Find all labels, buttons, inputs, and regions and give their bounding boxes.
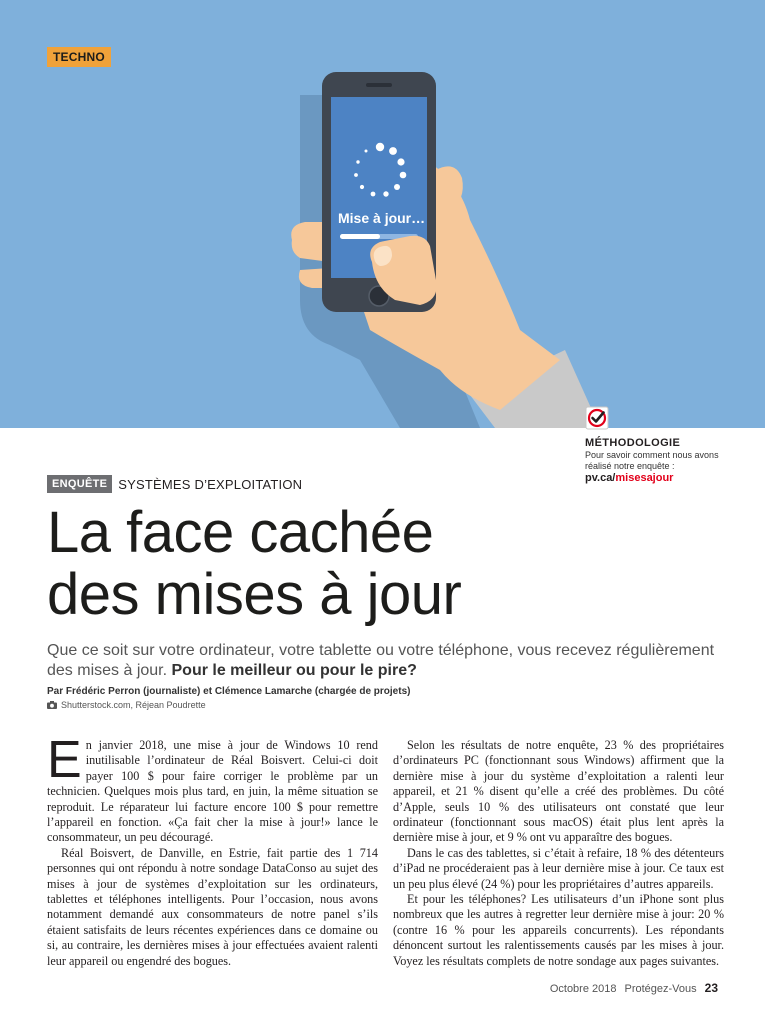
methodology-link[interactable]: [585, 472, 673, 484]
kicker-section: SYSTÈMES D’EXPLOITATION: [118, 476, 303, 492]
body-paragraph: Dans le cas des tablettes, si c’était à refaire, 18 % des détenteurs d’iPad ne procéderaient pas à leur dernière mise à jour. Ce taux est un peu plus élevé (24 %) pour les propriétaires d’autres appareils.: [393, 845, 724, 891]
byline: Par Frédéric Perron (journaliste) et Clémence Lamarche (chargée de projets): [47, 686, 411, 697]
dek: [47, 641, 727, 681]
headline-line-2: des mises à jour: [47, 562, 462, 627]
body-paragraph: Selon les résultats de notre enquête, 23 % des propriétaires d’ordinateurs PC (fonctionnant sous Windows) affirment que la dernière mise à jour du système d’exploitation a ralenti leur appareil, et 21 % disent qu’elle a créé des problèmes. Du côté d’Apple, seuls 10 % des utilisateurs ont constaté que leur ordinateur (fonctionnant sous macOS) était plus lent après la dernière mise à jour, et 9 % ont vu apparaître des bogues.: [393, 738, 724, 845]
methodology-link-path[interactable]: misesajour: [615, 472, 674, 484]
methodology-title: MÉTHODOLOGIE: [585, 437, 681, 449]
headline-line-1: La face cachée: [47, 500, 434, 565]
phone-screen-text: Mise à jour…: [338, 210, 426, 226]
dek-text: Que ce soit sur votre ordinateur, votre tablette ou votre téléphone, vous recevez régulièrement des mises à jour.: [47, 642, 715, 679]
methodology-description: Pour savoir comment nous avons réalisé notre enquête :: [585, 450, 719, 471]
page-number: 23: [704, 981, 718, 995]
headline: [47, 502, 737, 626]
hero-illustration: [0, 0, 765, 428]
body-paragraph-text: n janvier 2018, une mise à jour de Windows 10 rend inutilisable l’ordinateur de Réal Boisvert. Celui-ci doit payer 100 $ pour faire corriger le problème par un technicien. Quelques mois plus tard, en juin, la même situation se reproduit. Le réparateur lui facture encore 100 $ pour remettre l’appareil en fonction. «Ça fait cher la mise à jour!» lance le consommateur, un peu découragé.: [47, 738, 378, 845]
footer-magazine: Protégez-Vous: [624, 983, 697, 995]
page-footer: [550, 981, 718, 995]
footer-date: Octobre 2018: [549, 983, 617, 995]
kicker: [47, 475, 302, 493]
camera-icon: [47, 701, 57, 709]
body-paragraph: Réal Boisvert, de Danville, en Estrie, fait partie des 1 714 personnes qui ont répondu à notre sondage DataConso au sujet des mises à jour de systèmes d’exploitation sur les ordinateurs, tablettes et téléphones intelligents. Pour l’occasion, nous avons notamment demandé aux consommateurs de notre panel s’ils étaient satisfaits de leurs récentes expériences dans ce domaine ou si, au contraire, les dernières mises à jour effectuées avaient ralenti leur appareil ou engendré des bogues.: [47, 845, 378, 968]
body-column-left: [47, 731, 378, 969]
progress-fill: [340, 234, 380, 239]
checkmark-icon: [585, 406, 609, 430]
section-tag: TECHNO: [47, 47, 111, 67]
kicker-label: ENQUÊTE: [47, 475, 112, 493]
body-paragraph: [47, 731, 378, 846]
methodology-link-domain[interactable]: pv.ca/: [585, 472, 616, 484]
photo-credit-text: Shutterstock.com, Réjean Poudrette: [61, 700, 206, 710]
photo-credit: [47, 700, 206, 710]
body-column-right: [393, 738, 724, 969]
dropcap: E: [47, 731, 82, 789]
body-paragraph: Et pour les téléphones? Les utilisateurs d’un iPhone sont plus nombreux que les autres à regretter leur dernière mise à jour: 20 % (contre 16 % pour les appareils concurrents). Les répondants dénoncent surtout les ralentissements causés par les mises à jour. Voyez les résultats complets de notre sondage aux pages suivantes.: [393, 892, 724, 968]
phone-speaker: [366, 83, 392, 87]
dek-bold: Pour le meilleur ou pour le pire?: [171, 662, 417, 679]
